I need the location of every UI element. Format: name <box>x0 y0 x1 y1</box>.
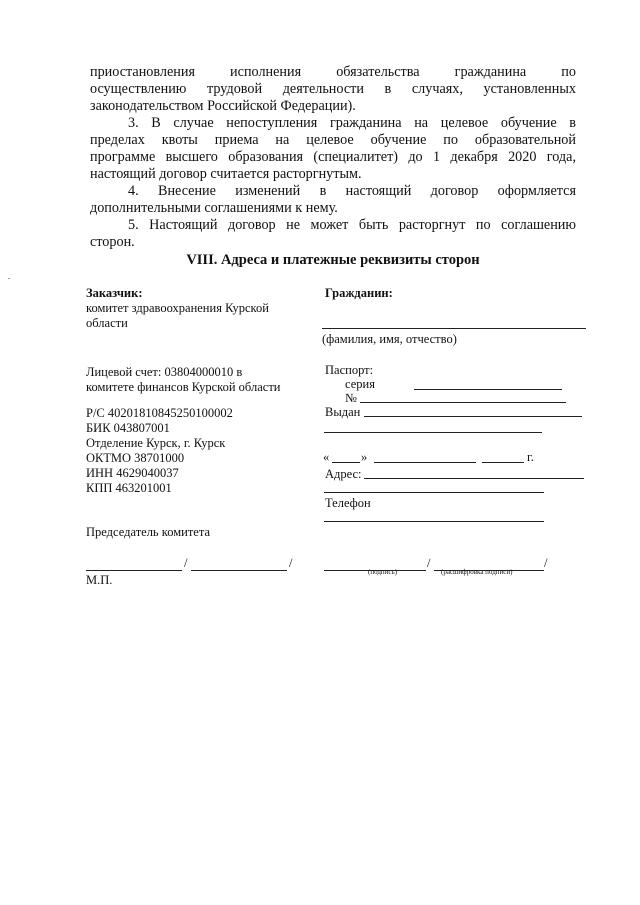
customer-sign-slash-2: / <box>289 556 293 570</box>
text-line: сторон. <box>90 234 135 250</box>
citizen-sign-slash-2: / <box>544 556 548 570</box>
paragraph-3 <box>90 115 576 183</box>
citizen-address-line-2 <box>324 492 544 493</box>
paragraph-4 <box>90 183 576 217</box>
customer-oktmo: ОКТМО 38701000 <box>86 451 185 465</box>
customer-name-line2: области <box>86 316 128 330</box>
customer-account-line1: Лицевой счет: 03804000010 в <box>86 365 243 379</box>
customer-kpp: КПП 463201001 <box>86 481 172 495</box>
text-line: осуществлению трудовой деятельности в случаях, установленных <box>90 81 576 97</box>
citizen-address-label: Адрес: <box>325 467 362 481</box>
citizen-number-label: № <box>345 391 357 405</box>
customer-decode-line <box>191 570 287 571</box>
text-line: 5. Настоящий договор не может быть расторгнут по соглашению <box>128 217 576 233</box>
citizen-number-line <box>360 402 566 403</box>
text-line: пределах квоты приема на целевое обучение по образовательной <box>90 132 576 148</box>
citizen-address-line <box>364 478 584 479</box>
text-line: законодательством Российской Федерации). <box>90 98 356 114</box>
citizen-series-label: серия <box>345 377 375 391</box>
citizen-passport-label: Паспорт: <box>325 363 374 377</box>
text-line: приостановления исполнения обязательства гражданина по <box>90 64 576 80</box>
customer-sign-slash-1: / <box>184 556 188 570</box>
customer-rs: Р/С 40201810845250100002 <box>86 406 233 420</box>
citizen-issued-label: Выдан <box>325 405 361 419</box>
customer-name-line1: комитет здравоохранения Курской <box>86 301 269 315</box>
customer-inn: ИНН 4629040037 <box>86 466 179 480</box>
text-line: настоящий договор считается расторгнутым. <box>90 166 362 182</box>
citizen-decode-caption: (расшифровка подписи) <box>441 568 513 576</box>
scan-mark <box>8 278 10 279</box>
customer-signature-line <box>86 570 182 571</box>
citizen-day-line <box>332 462 360 463</box>
text-line: дополнительными соглашениями к нему. <box>90 200 338 216</box>
text-line: программе высшего образования (специалитет) до 1 декабря 2020 года, <box>90 149 576 165</box>
citizen-issued-line <box>364 416 582 417</box>
citizen-quote-close: » <box>361 450 368 464</box>
citizen-month-line <box>374 462 476 463</box>
citizen-phone-label: Телефон <box>325 496 371 510</box>
citizen-fio-caption: (фамилия, имя, отчество) <box>322 332 457 346</box>
citizen-sign-caption: (подпись) <box>368 568 398 576</box>
paragraph-5 <box>90 217 576 251</box>
citizen-issued-line-2 <box>324 432 542 433</box>
customer-account-line2: комитете финансов Курской области <box>86 380 281 394</box>
customer-branch: Отделение Курск, г. Курск <box>86 436 226 450</box>
customer-stamp: М.П. <box>86 573 113 587</box>
customer-bik: БИК 043807001 <box>86 421 170 435</box>
section-title: VIII. Адреса и платежные реквизиты сторон <box>186 252 480 268</box>
citizen-series-line <box>414 389 562 390</box>
citizen-year-line <box>482 462 524 463</box>
customer-chairman: Председатель комитета <box>86 525 210 539</box>
paragraph-continuation <box>90 64 576 115</box>
citizen-fio-line <box>322 328 586 329</box>
citizen-quote-open: « <box>323 450 330 464</box>
text-line: 3. В случае непоступления гражданина на целевое обучение в <box>128 115 576 131</box>
citizen-sign-slash-1: / <box>427 556 431 570</box>
citizen-year-suffix: г. <box>527 450 534 464</box>
citizen-phone-line <box>324 521 544 522</box>
text-line: 4. Внесение изменений в настоящий договор оформляется <box>128 183 576 199</box>
citizen-heading: Гражданин: <box>325 286 393 300</box>
customer-heading: Заказчик: <box>86 286 143 300</box>
